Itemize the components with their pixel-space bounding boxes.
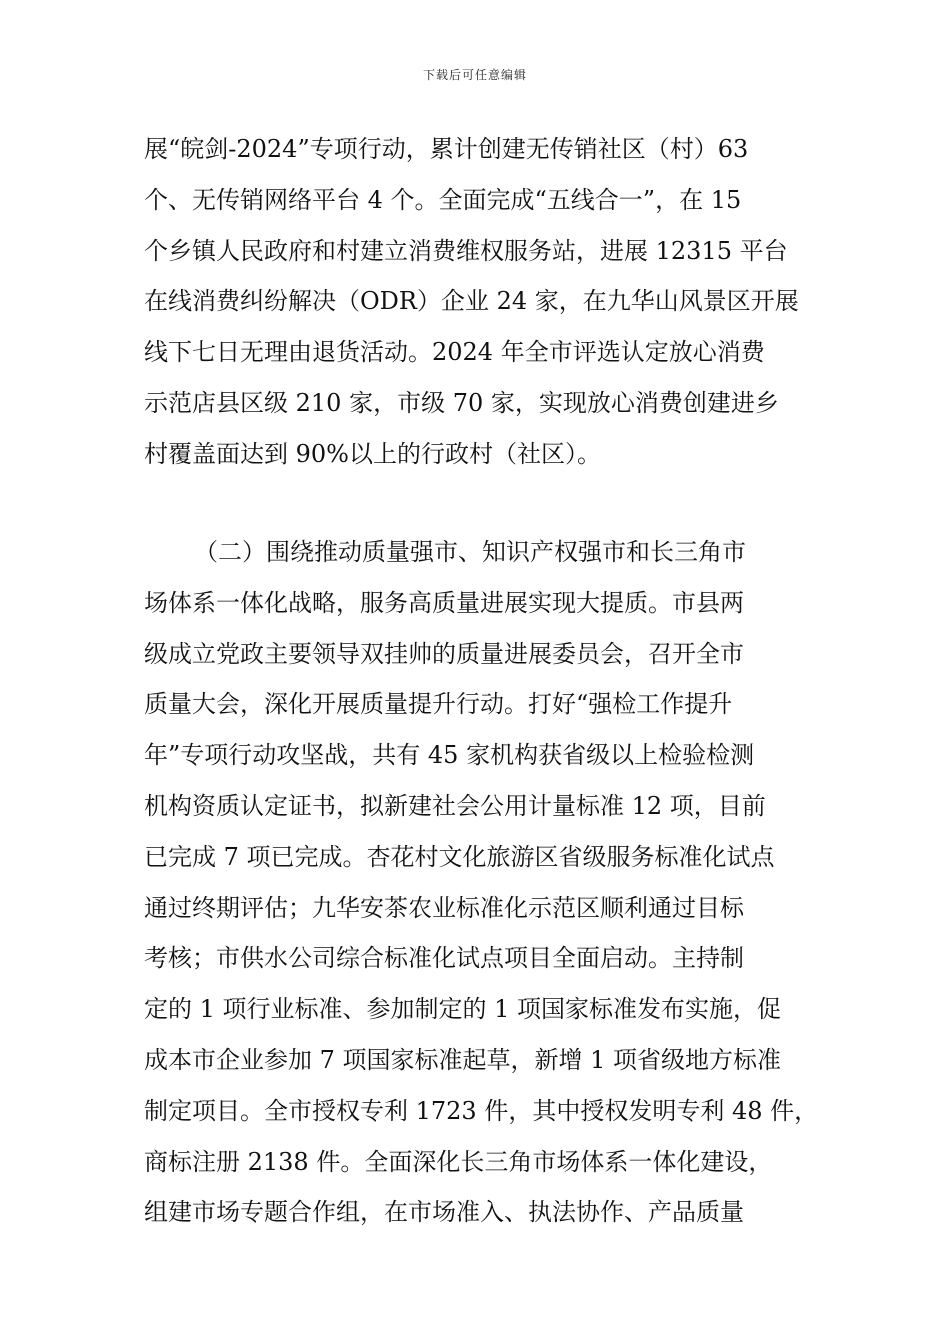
page-header-note: 下载后可任意编辑 bbox=[422, 68, 527, 82]
section-heading-line: （二）围绕推动质量强市、知识产权强市和长三角市 bbox=[194, 538, 746, 566]
text-line: 考核；市供水公司综合标准化试点项目全面启动。主持制 bbox=[144, 944, 744, 973]
text-line: 组建市场专题合作组，在市场准入、执法协作、产品质量 bbox=[144, 1198, 744, 1227]
text-line: 展“皖剑-2024”专项行动，累计创建无传销社区（村）63 bbox=[144, 135, 749, 163]
text-line: 村覆盖面达到 90%以上的行政村（社区）。 bbox=[144, 439, 601, 468]
text-line: 商标注册 2138 件。全面深化长三角市场体系一体化建设， bbox=[144, 1147, 773, 1176]
text-line: 制定项目。全市授权专利 1723 件，其中授权发明专利 48 件， bbox=[144, 1096, 819, 1125]
text-line: 通过终期评估；九华安茶农业标准化示范区顺利通过目标 bbox=[144, 893, 744, 922]
text-line: 成本市企业参加 7 项国家标准起草，新增 1 项省级地方标准 bbox=[144, 1045, 782, 1074]
text-line: 线下七日无理由退货活动。2024 年全市评选认定放心消费 bbox=[144, 338, 765, 367]
text-line: 质量大会，深化开展质量提升行动。打好“强检工作提升 bbox=[144, 690, 733, 719]
paragraph-quality-development bbox=[144, 527, 819, 1238]
paragraph-consumer-protection bbox=[144, 124, 814, 480]
text-line: 年”专项行动攻坚战，共有 45 家机构获省级以上检验检测 bbox=[144, 741, 755, 770]
text-line: 在线消费纠纷解决（ODR）企业 24 家，在九华山风景区开展 bbox=[144, 287, 799, 316]
text-line: 已完成 7 项已完成。杏花村文化旅游区省级服务标准化试点 bbox=[144, 842, 775, 871]
text-line: 机构资质认定证书，拟新建社会公用计量标准 12 项，目前 bbox=[144, 791, 766, 820]
text-line: 级成立党政主要领导双挂帅的质量进展委员会，召开全市 bbox=[144, 639, 744, 668]
text-line: 示范店县区级 210 家，市级 70 家，实现放心消费创建进乡 bbox=[144, 388, 779, 417]
text-line: 个乡镇人民政府和村建立消费维权服务站，进展 12315 平台 bbox=[144, 236, 788, 265]
text-line: 个、无传销网络平台 4 个。全面完成“五线合一”，在 15 bbox=[144, 185, 742, 214]
text-line: 定的 1 项行业标准、参加制定的 1 项国家标准发布实施，促 bbox=[144, 995, 782, 1024]
text-line: 场体系一体化战略，服务高质量进展实现大提质。市县两 bbox=[144, 588, 744, 617]
